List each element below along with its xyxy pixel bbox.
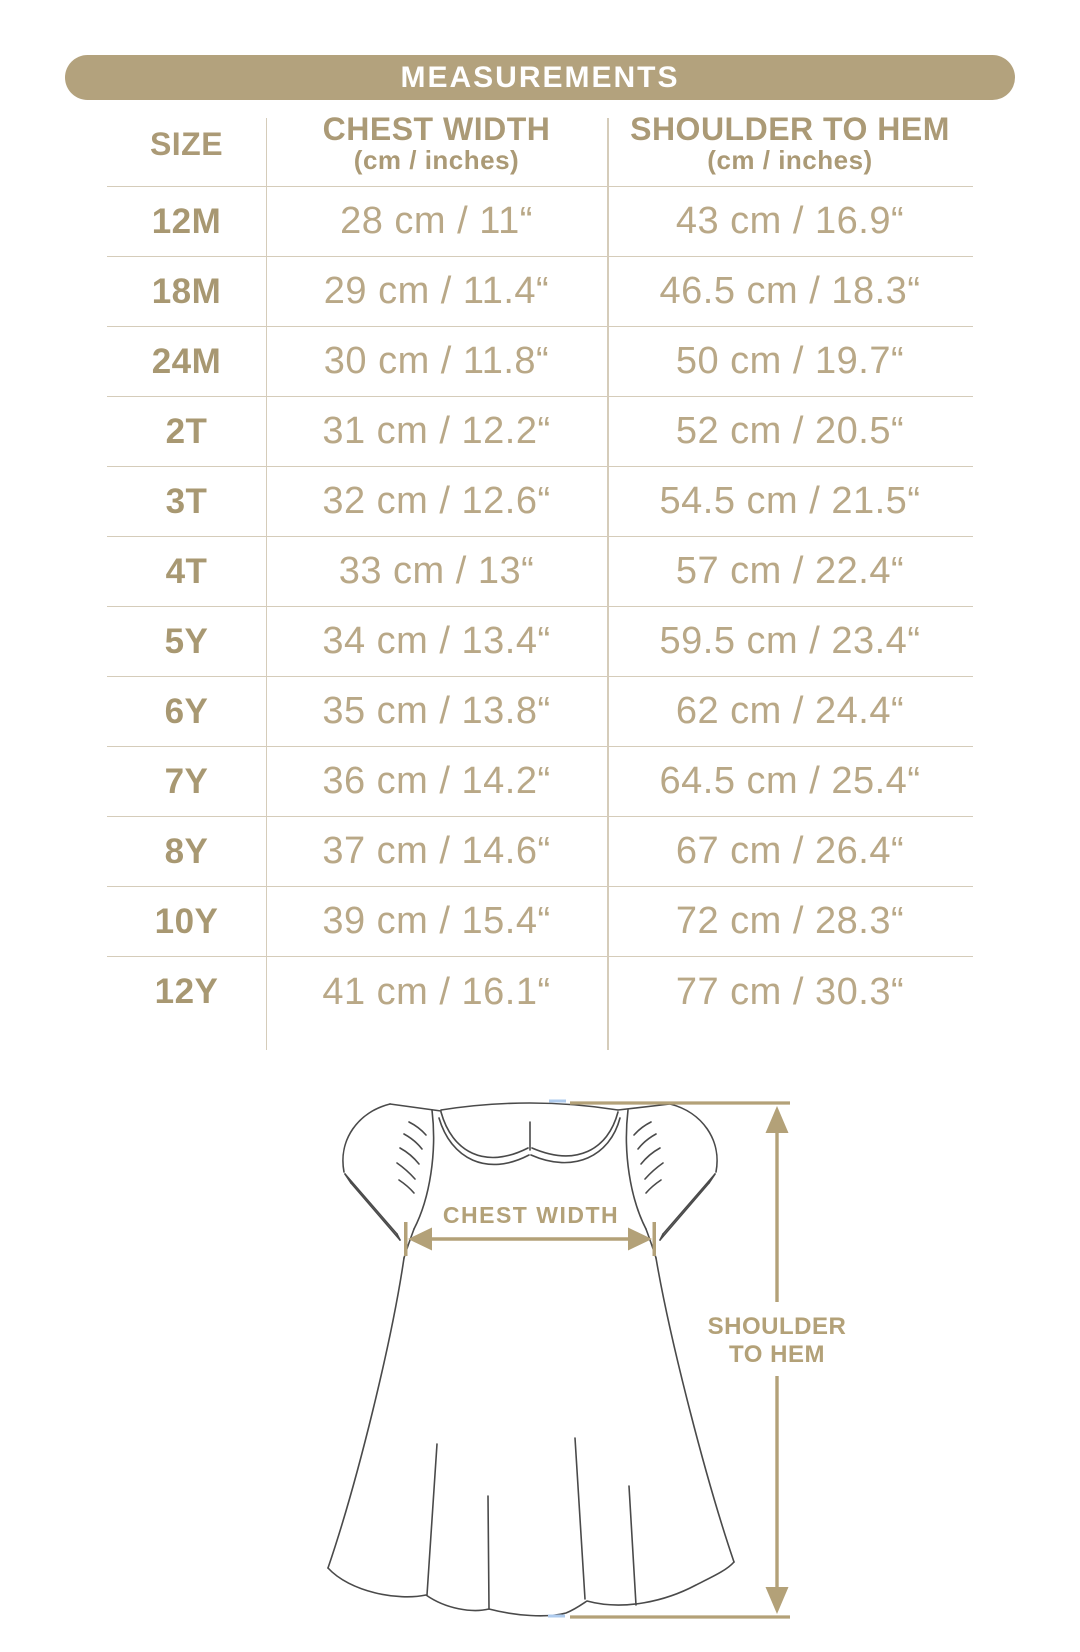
size-cell: 3T (165, 481, 208, 521)
chest-width-cell: 31 cm / 12.2“ (322, 410, 551, 452)
shoulder-to-hem-arrow (548, 1101, 846, 1617)
chest-width-cell: 29 cm / 11.4“ (323, 270, 550, 312)
table-row (107, 607, 973, 677)
chest-width-cell: 36 cm / 14.2“ (322, 760, 551, 802)
table-row (107, 467, 973, 537)
table-row (107, 677, 973, 747)
table-row (107, 537, 973, 607)
table-row (107, 817, 973, 887)
size-cell: 6Y (164, 691, 209, 731)
size-cell: 24M (151, 341, 222, 381)
size-cell: 4T (165, 551, 208, 591)
column-divider-1 (266, 118, 268, 1050)
shoulder-to-hem-cell: 72 cm / 28.3“ (675, 900, 905, 942)
shoulder-to-hem-label-line2: TO HEM (729, 1341, 825, 1368)
shoulder-to-hem-cell: 59.5 cm / 23.4“ (659, 620, 921, 662)
chest-width-cell: 41 cm / 16.1“ (322, 970, 551, 1013)
table-row (107, 957, 973, 1027)
chest-width-cell: 28 cm / 11“ (340, 200, 533, 242)
dress-diagram (0, 1040, 1080, 1652)
table-row (107, 397, 973, 467)
size-cell: 18M (151, 271, 222, 311)
table-rows (107, 187, 973, 1027)
chest-width-arrow (404, 1202, 656, 1256)
table-row (107, 187, 973, 257)
shoulder-to-hem-label-line1: SHOULDER (707, 1313, 847, 1340)
column-header-sublabel: (cm / inches) (353, 145, 520, 176)
measurements-pill (65, 55, 1015, 100)
column-header-label: SHOULDER TO HEM (630, 110, 950, 147)
chest-width-cell: 33 cm / 13“ (338, 550, 535, 592)
shoulder-to-hem-cell: 62 cm / 24.4“ (675, 690, 905, 732)
table-row (107, 747, 973, 817)
shoulder-to-hem-cell: 54.5 cm / 21.5“ (659, 480, 921, 522)
size-cell: 8Y (164, 831, 209, 871)
chest-width-cell: 30 cm / 11.8“ (323, 340, 550, 382)
table-row (107, 887, 973, 957)
column-header-sublabel: (cm / inches) (707, 145, 873, 176)
size-cell: 12M (151, 201, 222, 241)
chest-width-cell: 37 cm / 14.6“ (322, 830, 551, 872)
table-row (107, 327, 973, 397)
table-header-row (107, 103, 973, 187)
size-cell: 12Y (154, 972, 219, 1011)
shoulder-to-hem-cell: 50 cm / 19.7“ (675, 340, 905, 382)
chest-width-cell: 32 cm / 12.6“ (322, 480, 551, 522)
dress-outline (328, 1103, 734, 1616)
shoulder-to-hem-cell: 64.5 cm / 25.4“ (659, 760, 921, 802)
column-header-chest-width (266, 103, 607, 186)
column-divider-2 (607, 118, 609, 1050)
column-header-shoulder-to-hem (607, 103, 973, 186)
chest-width-cell: 39 cm / 15.4“ (322, 900, 551, 942)
shoulder-to-hem-cell: 43 cm / 16.9“ (675, 200, 905, 242)
shoulder-to-hem-cell: 77 cm / 30.3“ (675, 970, 905, 1013)
page-title: MEASUREMENTS (400, 60, 680, 94)
shoulder-to-hem-cell: 52 cm / 20.5“ (675, 410, 905, 452)
table-row (107, 257, 973, 327)
column-header-size (107, 103, 266, 186)
column-header-label: SIZE (149, 125, 224, 162)
size-cell: 5Y (164, 621, 209, 661)
size-cell: 2T (165, 411, 208, 451)
chest-width-cell: 35 cm / 13.8“ (322, 690, 551, 732)
shoulder-to-hem-cell: 67 cm / 26.4“ (675, 830, 905, 872)
shoulder-to-hem-cell: 57 cm / 22.4“ (675, 550, 905, 592)
column-header-label: CHEST WIDTH (322, 110, 551, 147)
chest-width-label: CHEST WIDTH (442, 1202, 620, 1228)
chest-width-cell: 34 cm / 13.4“ (322, 620, 551, 662)
shoulder-to-hem-cell: 46.5 cm / 18.3“ (659, 270, 921, 312)
size-cell: 7Y (164, 761, 209, 801)
size-cell: 10Y (154, 901, 219, 941)
